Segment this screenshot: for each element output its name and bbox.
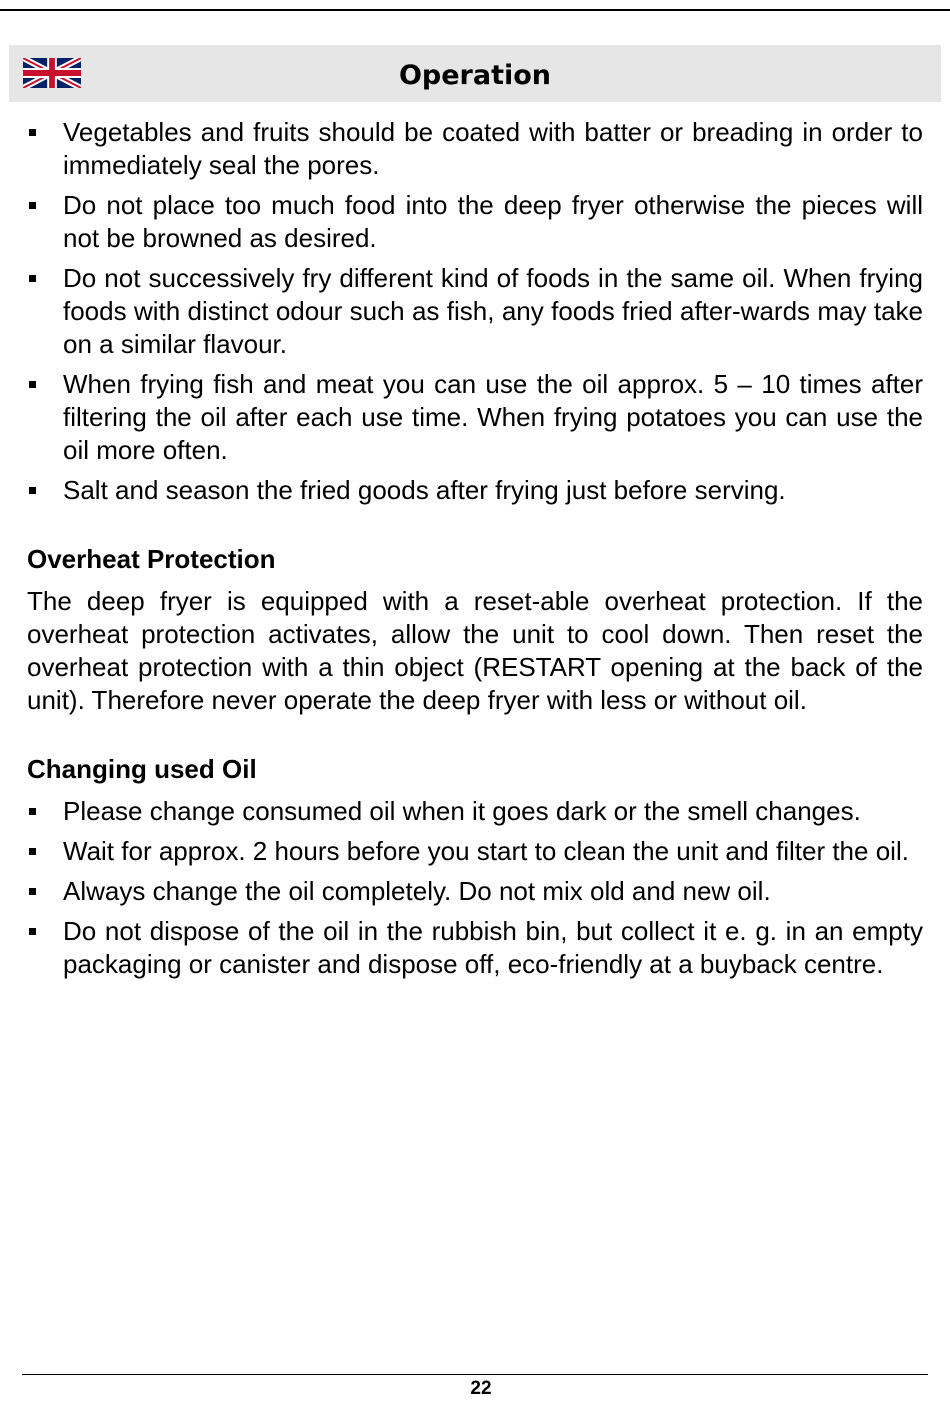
footer-rule — [22, 1374, 928, 1375]
list-item-text: Do not dispose of the oil in the rubbish bin, but collect it e. g. in an empty packaging or canister and dispose off, eco-friendly at a buyback centre. — [63, 916, 923, 979]
list-item-text: Vegetables and fruits should be coated with batter or breading in order to immediately seal the pores. — [63, 117, 923, 180]
bullet-icon — [29, 202, 36, 209]
main-content — [27, 116, 923, 988]
intro-bullet-list — [27, 116, 923, 507]
bullet-icon — [29, 129, 36, 136]
list-item — [27, 875, 923, 908]
overheat-protection-text: The deep fryer is equipped with a reset-able overheat protection. If the overheat protection activates, allow the unit to cool down. Then reset the overheat protection with a thin object (RESTART opening at the back of the unit). Therefore never operate the deep fryer with less or without oil. — [27, 586, 923, 715]
list-item-text: Do not successively fry different kind of foods in the same oil. When frying foods with distinct odour such as fish, any foods fried after-wards may take on a similar flavour. — [63, 263, 923, 359]
changing-oil-bullet-list — [27, 795, 923, 981]
changing-oil-heading: Changing used Oil — [27, 754, 257, 784]
list-item-text: Do not place too much food into the deep fryer otherwise the pieces will not be browned as desired. — [63, 190, 923, 253]
list-item — [27, 835, 923, 868]
list-item-text: Always change the oil completely. Do not mix old and new oil. — [63, 876, 771, 906]
list-item-text: Please change consumed oil when it goes dark or the smell changes. — [63, 796, 861, 826]
bullet-icon — [29, 381, 36, 388]
bullet-icon — [29, 275, 36, 282]
top-rule — [0, 9, 950, 11]
bullet-icon — [29, 848, 36, 855]
list-item-text: When frying fish and meat you can use the oil approx. 5 – 10 times after filtering the oil after each use time. When frying potatoes you can use the oil more often. — [63, 369, 923, 465]
list-item — [27, 262, 923, 361]
list-item-text: Salt and season the fried goods after frying just before serving. — [63, 475, 786, 505]
overheat-protection-heading: Overheat Protection — [27, 544, 276, 574]
bullet-icon — [29, 487, 36, 494]
list-item — [27, 795, 923, 828]
bullet-icon — [29, 888, 36, 895]
page-number: 22 — [470, 1378, 492, 1399]
list-item — [27, 368, 923, 467]
page-title: Operation — [398, 60, 552, 91]
list-item — [27, 189, 923, 255]
bullet-icon — [29, 808, 36, 815]
list-item-text: Wait for approx. 2 hours before you start to clean the unit and filter the oil. — [63, 836, 909, 866]
bullet-icon — [29, 928, 36, 935]
section-header — [9, 45, 941, 102]
list-item — [27, 474, 923, 507]
list-item — [27, 915, 923, 981]
list-item — [27, 116, 923, 182]
